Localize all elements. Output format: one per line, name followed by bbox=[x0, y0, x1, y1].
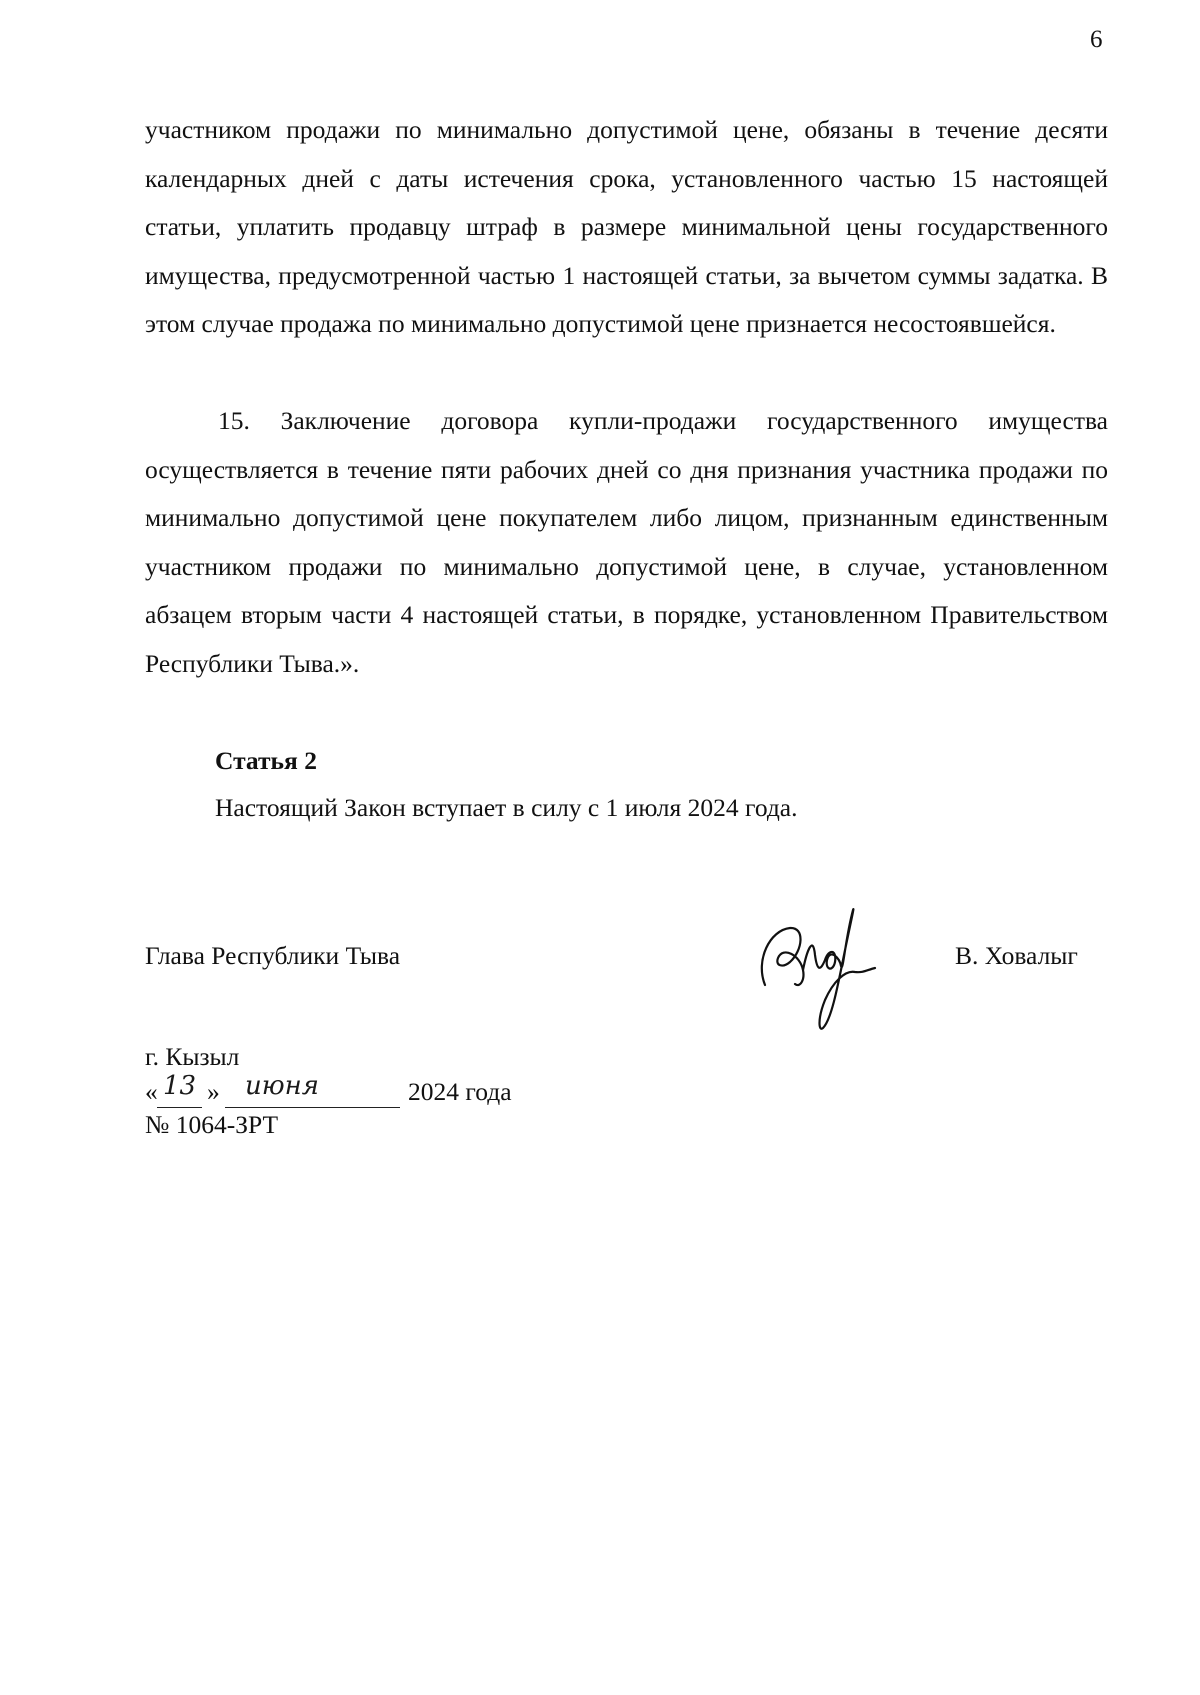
handwritten-signature bbox=[745, 900, 895, 1035]
law-number: № 1064-ЗРТ bbox=[145, 1110, 279, 1139]
month-underline bbox=[225, 1107, 400, 1108]
article-text: Настоящий Закон вступает в силу с 1 июля 2024 года. bbox=[215, 793, 798, 822]
handwritten-month: июня bbox=[245, 1071, 319, 1101]
day-underline bbox=[157, 1107, 202, 1108]
paragraph-item-15: 15. Заключение договора купли-продажи государственного имущества осуществляется в течение пяти рабочих дней со дня признания участника продажи по минимально допустимой цене покупателем либо лицом, признанным единственным участником продажи по минимально допустимой цене, в случае, установленном абзацем вторым части 4 настоящей статьи, в порядке, установленном Правительством Республики Тыва.». bbox=[145, 406, 1108, 678]
year: 2024 года bbox=[408, 1077, 512, 1106]
page-number: 6 bbox=[1090, 26, 1103, 53]
paragraph-continuation: участником продажи по минимально допустимой цене, обязаны в течение десяти календарных дней с даты истечения срока, установленного частью 15 настоящей статьи, уплатить продавцу штраф в размере минимальной цены государственного имущества, предусмотренной частью 1 настоящей статьи, за вычетом суммы задатка. В этом случае продажа по минимально допустимой цене признается несостоявшейся. bbox=[145, 115, 1108, 338]
city: г. Кызыл bbox=[145, 1042, 240, 1071]
handwritten-day: 13 bbox=[163, 1071, 197, 1101]
close-quote: » bbox=[207, 1077, 220, 1106]
article-title: Статья 2 bbox=[215, 746, 317, 775]
signatory-position: Глава Республики Тыва bbox=[145, 941, 401, 970]
open-quote: « bbox=[145, 1077, 158, 1106]
signatory-name: В. Ховалыг bbox=[955, 941, 1078, 970]
